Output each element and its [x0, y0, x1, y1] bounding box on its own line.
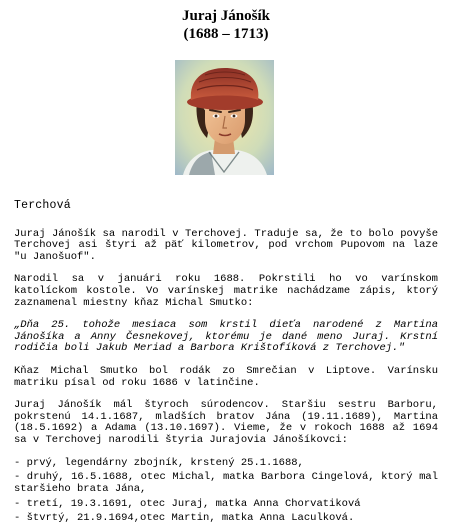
paragraph-siblings: Juraj Jánošík mál štyroch súrodencov. Staršiu sestru Barboru, pokrstenú 14.1.1687, mladších bratov Jána (19.11.1689), Martina (18.5.1692) a Adama (13.10.1697). Vieme, že v rokoch 1688 až 1694 sa v Terchovej narodili štyria Jurajovia Jánošíkovci: — [14, 399, 438, 446]
list-of-jurajs — [14, 458, 438, 526]
section-heading: Terchová — [14, 199, 71, 212]
paragraph-birthplace: Juraj Jánošík sa narodil v Terchovej. Traduje sa, že to bolo povyše Terchovej asi štyri až päť kilometrov, pod vrchom Pupovom na laze "u Janošuof". — [14, 227, 438, 263]
list-item: - štvrtý, 21.9.1694,otec Martin, matka Anna Laculková. — [14, 512, 355, 525]
portrait-image — [175, 60, 274, 175]
list-item: - druhý, 16.5.1688, otec Michal, matka Barbora Cingelová, ktorý mal staršieho brata Jána, — [14, 471, 438, 495]
page-subtitle-years: (1688 – 1713) — [183, 26, 269, 42]
list-item: - tretí, 19.3.1691, otec Juraj, matka Anna Chorvatiková — [14, 497, 361, 510]
paragraph-registry-quote: „Dňa 25. tohože mesiaca som krstil dieťa narodené z Martina Jánošíka a Anny Česnekovej, ktorému je dané meno Juraj. Krstní rodičia boli Jakub Meriad a Barbora Krištofíková z Terchovej." — [14, 319, 438, 355]
paragraph-priest: Kňaz Michal Smutko bol rodák zo Smrečian v Liptove. Varínsku matriku písal od roku 1686 v latinčine. — [14, 364, 438, 389]
page-header — [0, 7, 452, 43]
portrait-of-janosik-icon — [175, 60, 274, 175]
article-body — [14, 200, 438, 528]
list-item: - prvý, legendárny zbojník, krstený 25.1.1688, — [14, 456, 304, 469]
page-title: Juraj Jánošík — [182, 8, 270, 24]
paragraph-baptism: Narodil sa v januári roku 1688. Pokrstili ho vo varínskom katolíckom kostole. Vo varínskej matrike nachádzame zápis, ktorý zaznamenal miestny kňaz Michal Smutko: — [14, 273, 438, 309]
